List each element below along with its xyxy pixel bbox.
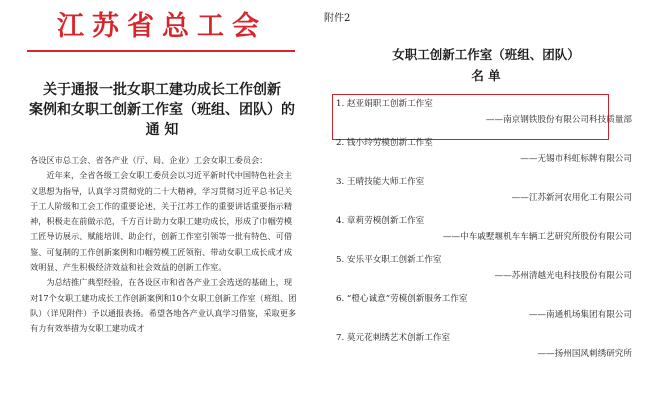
list-item: [336, 331, 632, 370]
list-title-line-2: 名 单: [471, 68, 501, 83]
list-title-line-1: 女职工创新工作室（班组、团队）: [392, 47, 580, 62]
list-title: [322, 44, 650, 86]
list-item: [336, 136, 632, 175]
studio-list: [336, 97, 632, 370]
notice-title-line-3: 通 知: [145, 122, 179, 138]
notice-title-line-1: 关于通报一批女职工建功成长工作创新: [43, 82, 281, 98]
body-paragraph-2: 为总结推广典型经验，在各设区市和省各产业工会选送的基础上，现对17个女职工建功成长工作创新案例和10个女职工创新工作室（班组、团队）（详见附件）予以通报表扬。希望各地各产业认真学习借鉴，采取更多有力有效举措为女职工建功成才: [30, 277, 297, 334]
notice-title-line-2: 案例和女职工创新工作室（班组、团队）的: [29, 102, 295, 118]
salutation: 各设区市总工会、省各产业（厅、局、企业）工会女职工委员会：: [30, 155, 268, 165]
studio-organization: ——无锡市科虹标牌有限公司: [520, 154, 632, 164]
list-item: [336, 97, 632, 136]
letterhead-red-rule: [27, 50, 295, 52]
studio-name: 3. 王晴技能大师工作室: [336, 177, 425, 187]
studio-organization: ——扬州国风刺绣研究所: [537, 349, 632, 359]
notice-title: [24, 80, 300, 140]
studio-name: 4. 章莉劳模创新工作室: [336, 216, 425, 226]
studio-organization: ——南通机场集团有限公司: [528, 310, 632, 320]
studio-name: 6. “橙心诚意”劳模创新服务工作室: [336, 294, 468, 304]
notice-body: [30, 153, 300, 337]
list-item: [336, 292, 632, 331]
body-paragraph-1: 近年来，全省各级工会女职工委员会以习近平新时代中国特色社会主义思想为指导，认真学习贯彻党的二十大精神，学习贯彻习近平总书记关于工人阶级和工会工作的重要论述、关于江苏工作的重要讲话重要指示精神，积极走在前做示范，千方百计助力女职工建功成长，形成了巾帼劳模工匠导访展示、赋能培训、助企行，创新工作室引领等一批有特色、可借鉴、可复制的工作创新案例和巾帼劳模工匠领衔、带动女职工成长成才成效明显、产生积极经济效益和社会效益的创新工作室。: [30, 170, 293, 273]
studio-organization: ——南京钢铁股份有限公司科技质量部: [485, 115, 632, 125]
studio-organization: ——中车戚墅堰机车车辆工艺研究所股份有限公司: [442, 232, 632, 242]
studio-name: 1. 赵亚娟职工创新工作室: [336, 99, 433, 109]
studio-name: 5. 安乐平女职工创新工作室: [336, 255, 442, 265]
union-letterhead: 江苏省总工会: [57, 11, 267, 42]
list-item: [336, 175, 632, 214]
studio-name: 2. 钱小玲劳模创新工作室: [336, 138, 433, 148]
studio-organization: ——苏州清越光电科技股份有限公司: [494, 271, 632, 281]
attachment-label: 附件2: [324, 13, 351, 24]
list-item: [336, 214, 632, 253]
studio-name: 7. 莫元花刺绣艺术创新工作室: [336, 333, 451, 343]
right-document-page: [322, 0, 650, 403]
left-document-page: [0, 0, 320, 403]
studio-organization: ——江苏新河农用化工有限公司: [511, 193, 632, 203]
list-item: [336, 253, 632, 292]
